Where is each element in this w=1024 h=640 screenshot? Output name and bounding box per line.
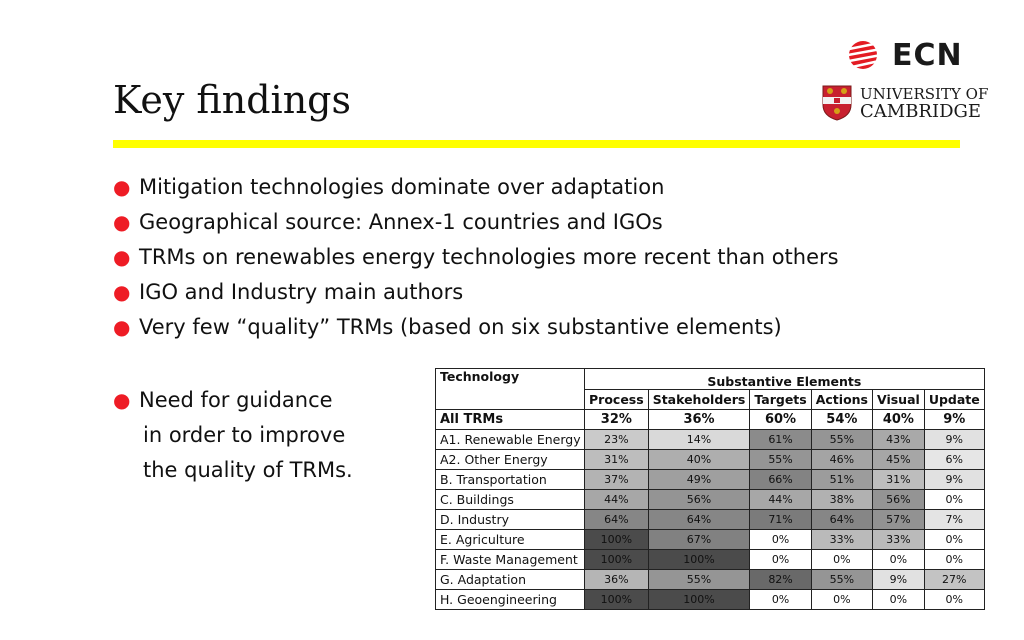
table-cell: 44% xyxy=(750,490,811,510)
guidance-line-1: Need for guidance xyxy=(139,388,333,412)
row-label: E. Agriculture xyxy=(436,530,585,550)
list-item xyxy=(113,312,839,347)
table-cell: 0% xyxy=(924,590,984,610)
table-cell: 64% xyxy=(648,510,750,530)
table-cell: 55% xyxy=(811,570,872,590)
table-cell: 64% xyxy=(585,510,649,530)
table-cell: 9% xyxy=(873,570,925,590)
cambridge-line2: CAMBRIDGE xyxy=(860,101,982,122)
table-cell: 9% xyxy=(924,470,984,490)
col-header: Targets xyxy=(750,390,811,410)
table-cell: 56% xyxy=(873,490,925,510)
table-cell: 82% xyxy=(750,570,811,590)
table-row xyxy=(436,430,985,450)
table-cell: 44% xyxy=(585,490,649,510)
list-item xyxy=(113,172,839,207)
table-cell: 0% xyxy=(924,490,984,510)
table-cell: 100% xyxy=(648,590,750,610)
bullet-dot-icon: ● xyxy=(113,388,131,412)
table-cell: 36% xyxy=(648,410,750,430)
bullet-dot-icon: ● xyxy=(113,175,131,199)
bullet-dot-icon: ● xyxy=(113,245,131,269)
list-item xyxy=(113,242,839,277)
table-cell: 45% xyxy=(873,450,925,470)
table-cell: 9% xyxy=(924,430,984,450)
table-cell: 40% xyxy=(873,410,925,430)
ecn-flame-icon xyxy=(846,40,884,70)
table-cell: 0% xyxy=(750,530,811,550)
col-header: Stakeholders xyxy=(648,390,750,410)
table-cell: 7% xyxy=(924,510,984,530)
bullet-dot-icon: ● xyxy=(113,280,131,304)
table-cell: 0% xyxy=(811,590,872,610)
table-cell: 55% xyxy=(648,570,750,590)
ecn-logo xyxy=(846,37,963,73)
table-cell: 71% xyxy=(750,510,811,530)
table-cell: 40% xyxy=(648,450,750,470)
col-header: Visual xyxy=(873,390,925,410)
table-cell: 14% xyxy=(648,430,750,450)
table-cell: 0% xyxy=(924,550,984,570)
table-cell: 100% xyxy=(585,590,649,610)
table-row xyxy=(436,590,985,610)
table-cell: 0% xyxy=(873,550,925,570)
bullet-text: TRMs on renewables energy technologies more recent than others xyxy=(139,245,839,269)
list-item xyxy=(113,207,839,242)
table-row xyxy=(436,470,985,490)
table-row xyxy=(436,450,985,470)
table-cell: 46% xyxy=(811,450,872,470)
technology-header: Technology xyxy=(436,369,585,410)
table-cell: 38% xyxy=(811,490,872,510)
row-label: B. Transportation xyxy=(436,470,585,490)
table-cell: 66% xyxy=(750,470,811,490)
row-label: A1. Renewable Energy xyxy=(436,430,585,450)
bullet-text: Geographical source: Annex-1 countries and IGOs xyxy=(139,210,663,234)
table-row-all-trms xyxy=(436,410,985,430)
ecn-wordmark: ECN xyxy=(892,37,963,73)
key-findings-list xyxy=(113,172,839,347)
row-label: H. Geoengineering xyxy=(436,590,585,610)
table-cell: 0% xyxy=(873,590,925,610)
table-cell: 43% xyxy=(873,430,925,450)
table-cell: 36% xyxy=(585,570,649,590)
cambridge-logo xyxy=(822,85,988,121)
table-cell: 55% xyxy=(750,450,811,470)
table-cell: 31% xyxy=(585,450,649,470)
table-cell: 31% xyxy=(873,470,925,490)
bullet-dot-icon: ● xyxy=(113,210,131,234)
cambridge-line1: UNIVERSITY OF xyxy=(860,85,989,103)
table-cell: 0% xyxy=(924,530,984,550)
list-item xyxy=(113,277,839,312)
table-cell: 0% xyxy=(750,550,811,570)
table-cell: 33% xyxy=(811,530,872,550)
title-underline xyxy=(113,140,960,148)
table-cell: 54% xyxy=(811,410,872,430)
table-row xyxy=(436,490,985,510)
table-cell: 56% xyxy=(648,490,750,510)
table-row xyxy=(436,570,985,590)
table-row xyxy=(436,510,985,530)
row-label: A2. Other Energy xyxy=(436,450,585,470)
cambridge-shield-icon xyxy=(822,85,852,121)
table-cell: 60% xyxy=(750,410,811,430)
col-header: Actions xyxy=(811,390,872,410)
table-cell: 100% xyxy=(648,550,750,570)
table-cell: 9% xyxy=(924,410,984,430)
table-cell: 51% xyxy=(811,470,872,490)
guidance-line-2: in order to improve xyxy=(143,423,346,447)
guidance-block xyxy=(113,383,353,488)
table-row xyxy=(436,550,985,570)
table-cell: 57% xyxy=(873,510,925,530)
slide-title: Key findings xyxy=(113,78,352,122)
bullet-text: Mitigation technologies dominate over adaptation xyxy=(139,175,665,199)
table-cell: 33% xyxy=(873,530,925,550)
bullet-text: Very few “quality” TRMs (based on six substantive elements) xyxy=(139,315,782,339)
table-cell: 6% xyxy=(924,450,984,470)
table-cell: 61% xyxy=(750,430,811,450)
table-cell: 23% xyxy=(585,430,649,450)
table-cell: 0% xyxy=(811,550,872,570)
table-cell: 100% xyxy=(585,530,649,550)
table-cell: 100% xyxy=(585,550,649,570)
row-label: G. Adaptation xyxy=(436,570,585,590)
table-cell: 55% xyxy=(811,430,872,450)
trm-elements-table xyxy=(435,368,985,610)
row-label: All TRMs xyxy=(436,410,585,430)
bullet-text: IGO and Industry main authors xyxy=(139,280,464,304)
table-cell: 0% xyxy=(750,590,811,610)
table-cell: 64% xyxy=(811,510,872,530)
row-label: F. Waste Management xyxy=(436,550,585,570)
table-row xyxy=(436,530,985,550)
table-cell: 27% xyxy=(924,570,984,590)
row-label: C. Buildings xyxy=(436,490,585,510)
table-cell: 67% xyxy=(648,530,750,550)
table-cell: 37% xyxy=(585,470,649,490)
guidance-line-3: the quality of TRMs. xyxy=(143,458,353,482)
table-cell: 32% xyxy=(585,410,649,430)
col-header: Update xyxy=(924,390,984,410)
col-header: Process xyxy=(585,390,649,410)
bullet-dot-icon: ● xyxy=(113,315,131,339)
row-label: D. Industry xyxy=(436,510,585,530)
table-cell: 49% xyxy=(648,470,750,490)
substantive-elements-header: Substantive Elements xyxy=(585,369,985,390)
